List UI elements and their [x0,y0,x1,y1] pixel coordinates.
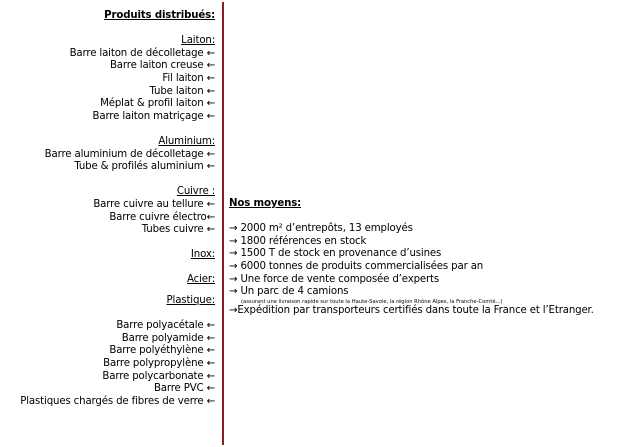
product-item: Barre polycarbonate ← [102,370,215,382]
product-item: Barre cuivre électro← [109,211,215,223]
category-acier: Acier: [186,274,215,286]
product-item: Barre aluminium de décolletage ← [44,148,215,160]
product-item: Barre laiton matriçage ← [92,110,215,122]
product-item: Barre laiton de décolletage ← [69,47,215,59]
product-item: Barre polyamide ← [121,332,215,344]
means-item: → 2000 m² d’entrepôts, 13 employés [229,223,413,235]
category-laiton: Laiton: [181,35,215,47]
product-item: Barre laiton creuse ← [109,60,215,72]
means-item: → 1800 références en stock [229,235,367,247]
means-title: Nos moyens: [229,198,302,209]
category-plastique: Plastique: [166,295,215,307]
means-item: → 6000 tonnes de produits commercialisées par an [229,260,484,272]
product-item: Tube & profilés aluminium ← [74,161,215,173]
product-item: Barre PVC ← [153,383,215,395]
category-inox: Inox: [190,249,215,261]
products-title: Produits distribués: [104,10,215,21]
category-cuivre: Cuivre : [176,186,215,198]
product-item: Méplat & profil laiton ← [100,98,215,110]
trucks-note: (assurant une livraison rapide sur toute la Haute-Savoie, la région Rhône Alpes, la Franche-Comté...) [241,298,503,305]
vertical-divider [222,2,224,445]
means-item: → Un parc de 4 camions [229,286,349,298]
means-column [229,0,629,317]
products-column [0,10,215,408]
product-item: Barre polypropylène ← [103,358,215,370]
means-item: → Une force de vente composée d’experts [229,273,440,285]
product-item: Tube laiton ← [149,85,215,97]
product-item: Tubes cuivre ← [141,224,215,236]
product-item: Barre polyéthylène ← [109,345,215,357]
means-item: →Expédition par transporteurs certifiés dans toute la France et l’Etranger. [229,304,594,316]
category-aluminium: Aluminium: [158,135,215,147]
means-item: → 1500 T de stock en provenance d’usines [229,248,442,260]
product-item: Barre cuivre au tellure ← [93,198,215,210]
product-item: Plastiques chargés de fibres de verre ← [20,395,215,407]
product-item: Barre polyacétale ← [116,320,215,332]
product-item: Fil laiton ← [162,72,215,84]
